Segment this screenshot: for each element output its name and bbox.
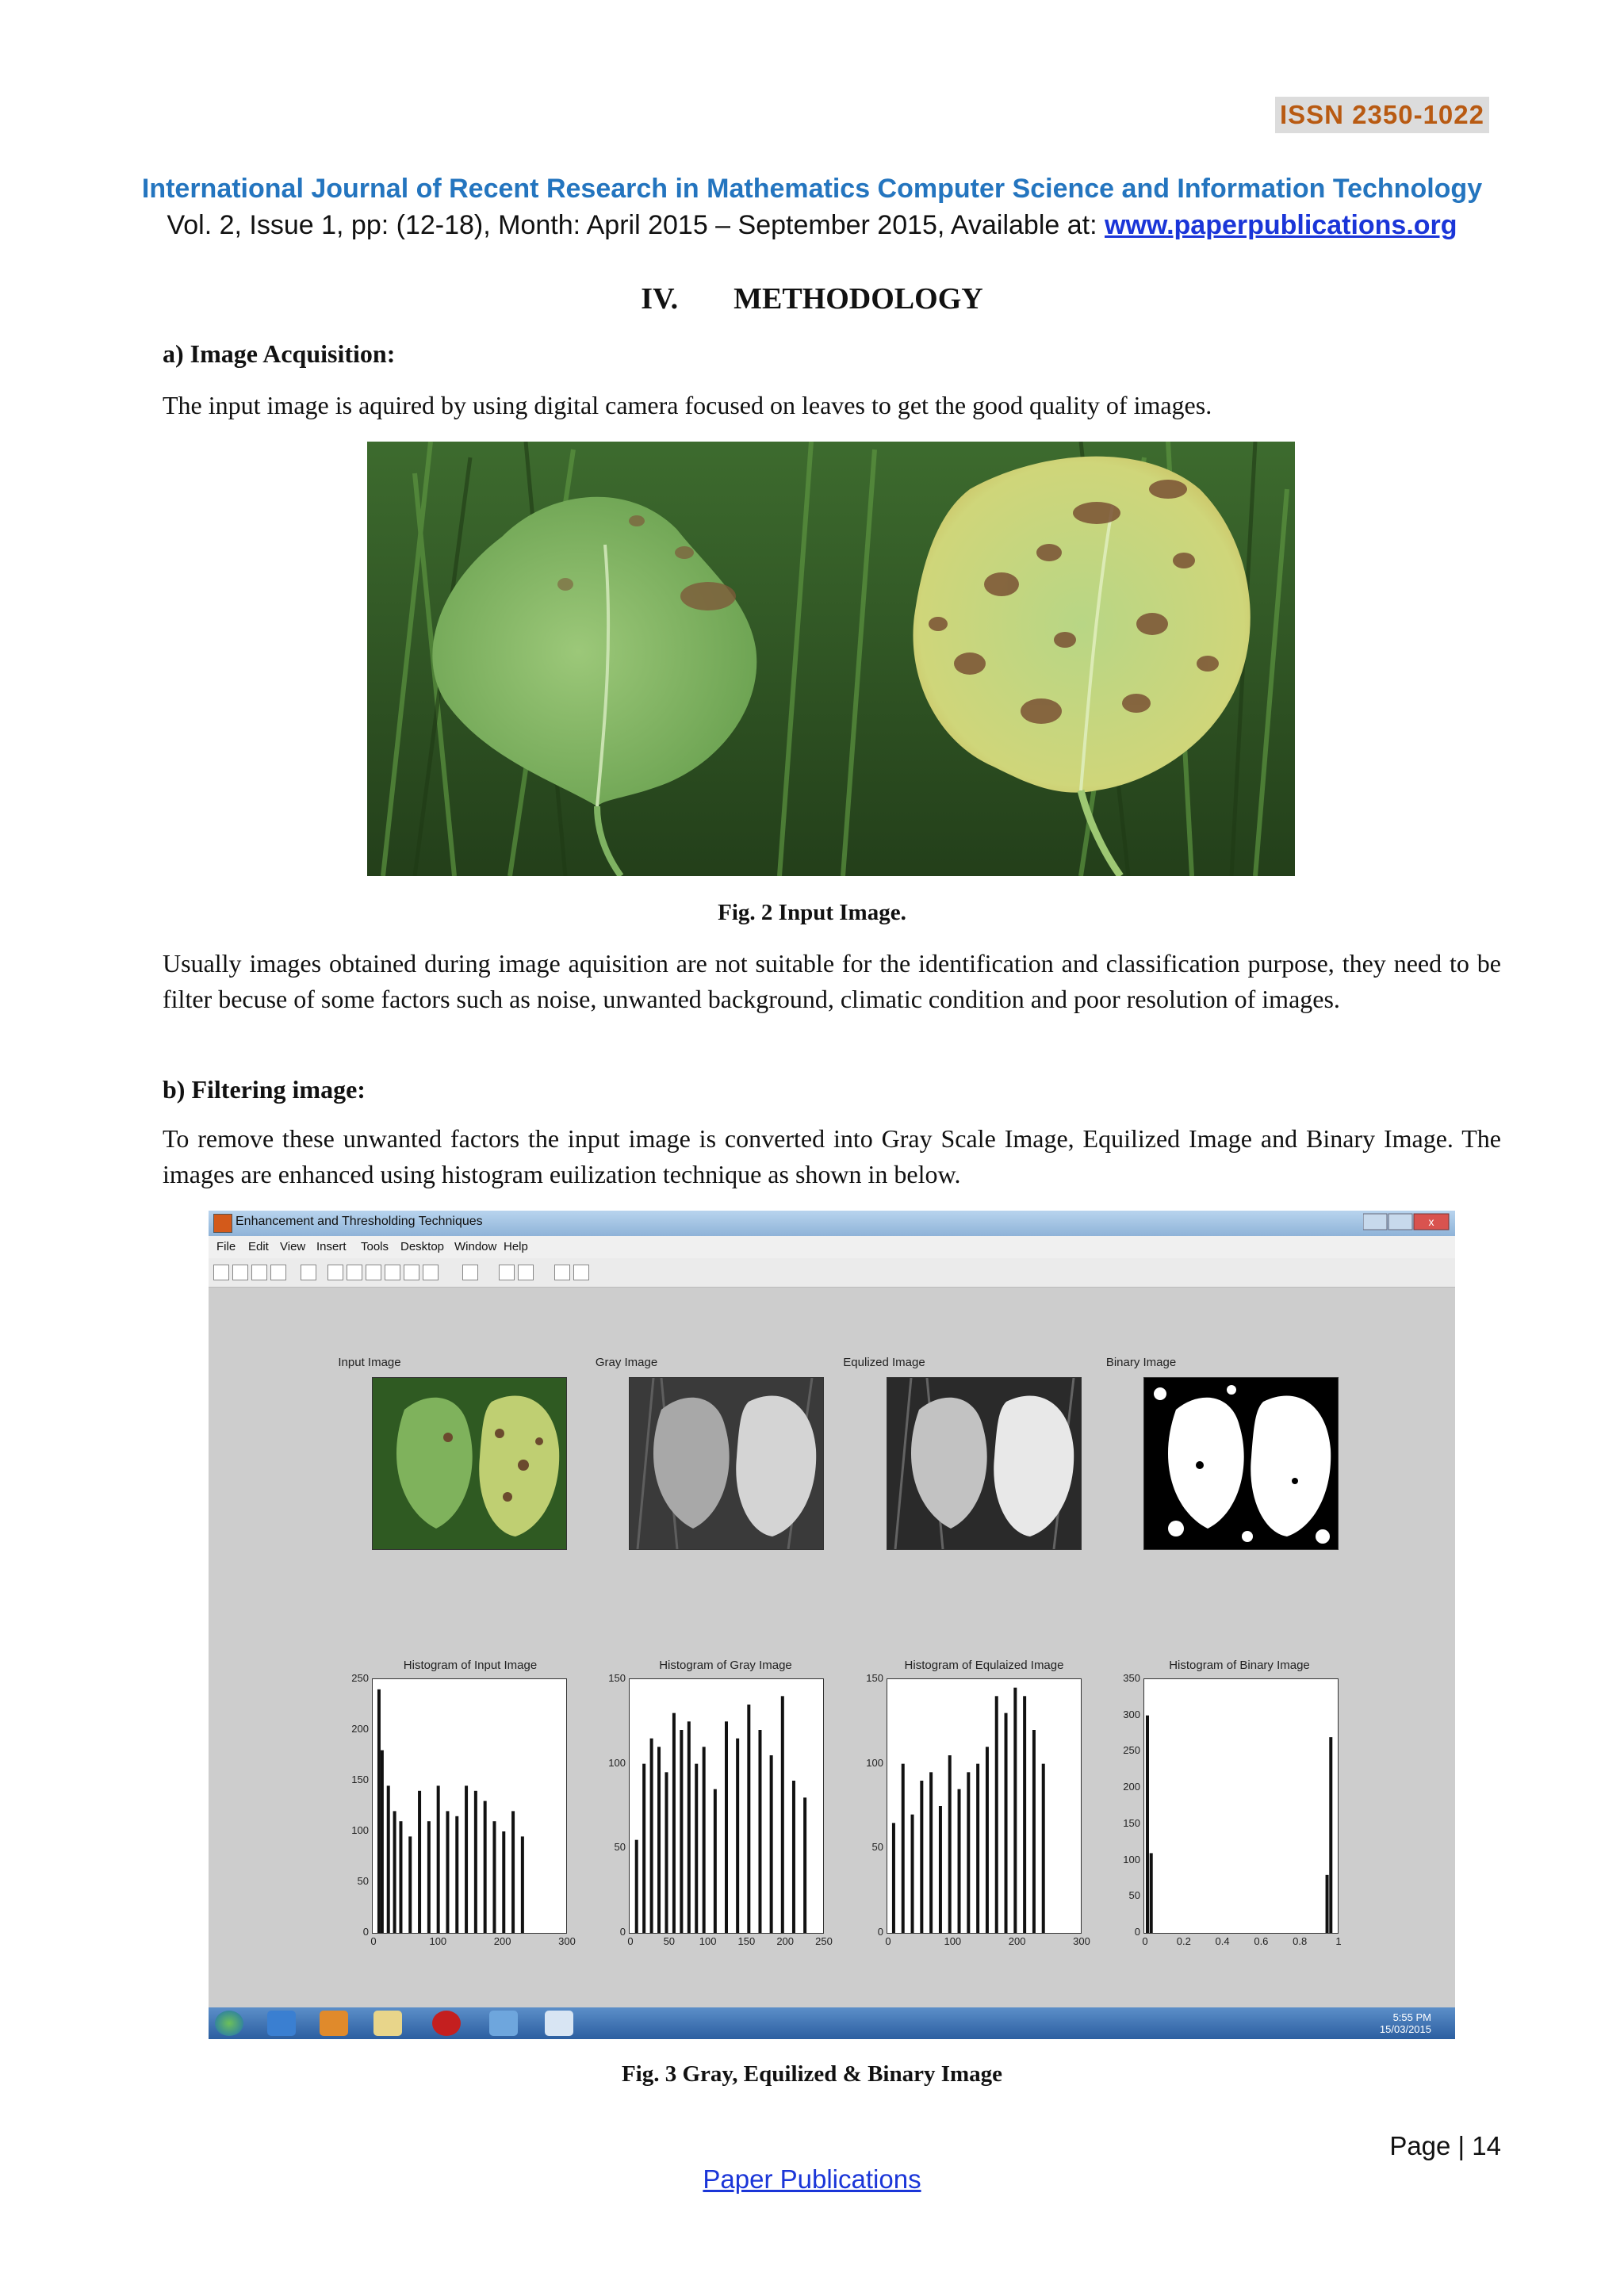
hist-bar xyxy=(427,1821,431,1933)
hist-bar xyxy=(902,1764,905,1933)
zoom-out-icon[interactable] xyxy=(347,1265,362,1280)
hist-bar xyxy=(1005,1713,1008,1933)
equalized-image-title: Equlized Image xyxy=(843,1356,925,1369)
data-cursor-icon[interactable] xyxy=(404,1265,419,1280)
y-tick-label: 200 xyxy=(1123,1781,1140,1793)
x-tick-label: 100 xyxy=(944,1935,962,1947)
menu-edit[interactable]: Edit xyxy=(248,1240,269,1253)
hist-bar xyxy=(408,1836,412,1933)
hist-bar xyxy=(1329,1737,1332,1933)
hist-bar xyxy=(387,1785,390,1933)
hist-bar xyxy=(747,1705,750,1933)
menu-tools[interactable]: Tools xyxy=(361,1240,389,1253)
hist-bar xyxy=(976,1764,979,1933)
open-icon[interactable] xyxy=(232,1265,248,1280)
x-tick-label: 0 xyxy=(885,1935,891,1947)
filtering-heading: b) Filtering image: xyxy=(163,1075,366,1104)
hist-bar xyxy=(892,1823,895,1933)
y-tick-label: 150 xyxy=(1123,1816,1140,1829)
hist-bar xyxy=(511,1811,515,1933)
colorbar-icon[interactable] xyxy=(499,1265,515,1280)
clock-date: 15/03/2015 xyxy=(1379,2023,1431,2035)
hist-bar xyxy=(1013,1688,1017,1933)
issn-badge: ISSN 2350-1022 xyxy=(1275,97,1489,133)
windows-taskbar xyxy=(209,2007,1455,2039)
hist-bar xyxy=(455,1816,458,1933)
hist-bar xyxy=(521,1836,524,1933)
hist-bar xyxy=(381,1751,384,1933)
hist-bar xyxy=(1326,1875,1329,1933)
hist-bar xyxy=(986,1747,989,1933)
gray-image-title: Gray Image xyxy=(595,1356,658,1369)
hist-bar xyxy=(792,1781,795,1933)
y-tick-label: 150 xyxy=(608,1672,626,1684)
y-tick-label: 250 xyxy=(1123,1744,1140,1757)
y-tick-label: 100 xyxy=(351,1824,369,1836)
hist-bar xyxy=(437,1785,440,1933)
x-tick-label: 0.2 xyxy=(1176,1935,1191,1947)
x-tick-label: 250 xyxy=(815,1935,833,1947)
menu-bar xyxy=(209,1236,1455,1258)
clock-time: 5:55 PM xyxy=(1392,2011,1431,2023)
menu-desktop[interactable]: Desktop xyxy=(400,1240,445,1253)
hist-input-title: Histogram of Input Image xyxy=(403,1659,538,1672)
matlab-figure-taskbar-icon[interactable] xyxy=(545,2011,573,2036)
brush-icon[interactable] xyxy=(423,1265,439,1280)
hist-bar xyxy=(758,1730,761,1933)
hist-bar xyxy=(1023,1696,1026,1933)
binary-image-title: Binary Image xyxy=(1105,1356,1177,1369)
pan-icon[interactable] xyxy=(366,1265,381,1280)
page-number: Page | 14 xyxy=(1389,2131,1501,2160)
hist-bar xyxy=(995,1696,998,1933)
y-tick-label: 150 xyxy=(866,1672,883,1684)
legend-icon[interactable] xyxy=(518,1265,534,1280)
paragraph-filtering-need: Usually images obtained during image aquisition are not suitable for the identification and classification purpose, they need to be filter becuse of some factors such as noise, unwanted background, climatic condition and poor resolution of images. xyxy=(163,949,1501,1013)
input-image-title: Input Image xyxy=(338,1356,401,1369)
image-acquisition-text: The input image is aquired by using digital camera focused on leaves to get the good quality of images. xyxy=(163,391,1212,419)
hist-bar xyxy=(736,1739,739,1933)
hist-bar xyxy=(502,1831,505,1933)
hist-gray-svg xyxy=(630,1679,823,1933)
hist-equalized-svg xyxy=(887,1679,1081,1933)
y-tick-label: 0 xyxy=(362,1926,369,1938)
hist-binary-title: Histogram of Binary Image xyxy=(1169,1659,1310,1672)
x-tick-label: 100 xyxy=(429,1935,447,1947)
hist-bar xyxy=(484,1801,487,1933)
y-tick-label: 200 xyxy=(351,1723,369,1735)
hist-bar xyxy=(958,1789,961,1933)
x-tick-label: 300 xyxy=(1073,1935,1090,1947)
publisher-footer-link[interactable]: Paper Publications xyxy=(703,2164,921,2194)
hist-binary-plot xyxy=(1143,1678,1339,1934)
hist-bar xyxy=(911,1815,914,1933)
hist-bar xyxy=(672,1713,676,1933)
hist-binary-svg xyxy=(1144,1679,1338,1933)
hist-bar xyxy=(939,1806,942,1933)
section-number: IV. xyxy=(641,282,679,316)
x-tick-label: 200 xyxy=(1008,1935,1026,1947)
matlab-app-icon xyxy=(213,1214,232,1233)
pointer-icon[interactable] xyxy=(301,1265,316,1280)
window-buttons[interactable] xyxy=(1363,1212,1450,1231)
hist-bar xyxy=(680,1730,683,1933)
y-tick-label: 0 xyxy=(1134,1926,1140,1938)
hist-bar xyxy=(465,1785,468,1933)
menu-file[interactable]: File xyxy=(216,1240,236,1253)
hist-input-svg xyxy=(373,1679,566,1933)
y-tick-label: 50 xyxy=(357,1875,369,1887)
zoom-in-icon[interactable] xyxy=(327,1265,343,1280)
hist-equalized-title: Histogram of Equlaized Image xyxy=(904,1659,1064,1672)
new-figure-icon[interactable] xyxy=(213,1265,229,1280)
input-image-photo xyxy=(367,442,1295,876)
x-tick-label: 0.4 xyxy=(1215,1935,1230,1947)
y-tick-label: 0 xyxy=(877,1926,883,1938)
y-tick-label: 150 xyxy=(351,1774,369,1785)
x-tick-label: 0 xyxy=(627,1935,634,1947)
hist-bar xyxy=(446,1811,449,1933)
hist-bar xyxy=(967,1772,970,1933)
section-title-text: METHODOLOGY xyxy=(733,282,983,316)
x-tick-label: 0 xyxy=(370,1935,377,1947)
file-explorer-icon[interactable] xyxy=(373,2011,402,2036)
hist-bar xyxy=(650,1739,653,1933)
x-tick-label: 150 xyxy=(737,1935,756,1947)
y-tick-label: 100 xyxy=(866,1756,883,1769)
window-title: Enhancement and Thresholding Techniques xyxy=(236,1215,483,1228)
y-tick-label: 0 xyxy=(619,1926,626,1938)
y-tick-label: 350 xyxy=(1123,1672,1140,1684)
hist-bar xyxy=(920,1781,923,1933)
hist-bar xyxy=(803,1797,806,1933)
menu-insert[interactable]: Insert xyxy=(316,1240,347,1253)
hist-bar xyxy=(642,1764,645,1933)
link-icon[interactable] xyxy=(462,1265,478,1280)
y-tick-label: 50 xyxy=(614,1841,626,1854)
input-image-panel xyxy=(372,1377,567,1550)
print-icon[interactable] xyxy=(270,1265,286,1280)
x-tick-label: 0.6 xyxy=(1254,1935,1269,1947)
media-player-icon[interactable] xyxy=(320,2011,348,2036)
save-icon[interactable] xyxy=(251,1265,267,1280)
filtering-text: To remove these unwanted factors the input image is converted into Gray Scale Image, Equilized Image and Binary Image. The images are enhanced using histogram euilization technique as shown in below. xyxy=(163,1124,1501,1188)
hist-bar xyxy=(929,1772,933,1933)
show-plot-tools-icon[interactable] xyxy=(573,1265,589,1280)
y-tick-label: 100 xyxy=(1123,1853,1140,1866)
y-tick-label: 300 xyxy=(1123,1708,1140,1720)
journal-website-link[interactable]: www.paperpublications.org xyxy=(1105,210,1457,240)
hist-bar xyxy=(688,1721,691,1933)
y-tick-label: 250 xyxy=(351,1672,369,1684)
hist-bar xyxy=(399,1821,402,1933)
fig2-caption: Fig. 2 Input Image. xyxy=(718,900,906,925)
x-tick-label: 200 xyxy=(493,1935,511,1947)
gray-image-panel xyxy=(629,1377,824,1550)
hist-bar xyxy=(770,1755,773,1933)
hist-bar xyxy=(665,1772,668,1933)
hist-bar xyxy=(695,1764,698,1933)
window-titlebar xyxy=(209,1211,1455,1236)
fig3-caption: Fig. 3 Gray, Equilized & Binary Image xyxy=(621,2061,1003,2087)
menu-window[interactable]: Window xyxy=(454,1240,497,1253)
toolbar xyxy=(209,1258,1455,1288)
svg-text:x: x xyxy=(1428,1215,1434,1228)
system-clock xyxy=(1380,2011,1431,2035)
journal-title: International Journal of Recent Research in Mathematics Computer Science and Information Technology xyxy=(141,174,1483,204)
hide-plot-tools-icon[interactable] xyxy=(554,1265,570,1280)
y-tick-label: 100 xyxy=(608,1756,626,1769)
x-tick-label: 100 xyxy=(699,1935,717,1947)
hist-bar xyxy=(1042,1764,1045,1933)
menu-view[interactable]: View xyxy=(280,1240,306,1253)
hist-bar xyxy=(1146,1716,1149,1933)
volume-text: Vol. 2, Issue 1, pp: (12-18), Month: April 2015 – September 2015, Available at: xyxy=(167,210,1105,240)
x-tick-label: 1 xyxy=(1335,1935,1342,1947)
hist-bar xyxy=(1032,1730,1036,1933)
hist-bar xyxy=(635,1840,638,1933)
x-tick-label: 0.8 xyxy=(1293,1935,1308,1947)
section-title xyxy=(0,281,1624,316)
hist-bar xyxy=(377,1689,381,1933)
opera-icon[interactable] xyxy=(432,2011,461,2036)
binary-image-panel xyxy=(1143,1377,1339,1550)
hist-bar xyxy=(1150,1853,1153,1933)
y-tick-label: 50 xyxy=(871,1841,883,1854)
x-tick-label: 0 xyxy=(1142,1935,1148,1947)
x-tick-label: 200 xyxy=(776,1935,795,1947)
x-tick-label: 50 xyxy=(663,1935,676,1947)
hist-gray-plot xyxy=(629,1678,824,1934)
x-tick-label: 300 xyxy=(558,1935,576,1947)
matlab-taskbar-icon[interactable] xyxy=(489,2011,518,2036)
menu-help[interactable]: Help xyxy=(504,1240,528,1253)
internet-explorer-icon[interactable] xyxy=(267,2011,296,2036)
hist-bar xyxy=(948,1755,952,1933)
hist-bar xyxy=(418,1791,421,1933)
hist-equalized-plot xyxy=(887,1678,1082,1934)
matlab-screenshot xyxy=(209,1211,1455,2039)
equalized-image-panel xyxy=(887,1377,1082,1550)
hist-bar xyxy=(474,1791,477,1933)
rotate-icon[interactable] xyxy=(385,1265,400,1280)
volume-info xyxy=(0,210,1624,241)
hist-bar xyxy=(725,1721,728,1933)
y-tick-label: 50 xyxy=(1128,1889,1140,1902)
hist-input-plot xyxy=(372,1678,567,1934)
hist-bar xyxy=(703,1747,706,1933)
hist-bar xyxy=(393,1811,396,1933)
image-acquisition-heading: a) Image Acquisition: xyxy=(163,339,396,368)
start-button-icon[interactable] xyxy=(215,2011,243,2036)
hist-bar xyxy=(781,1696,784,1933)
hist-bar xyxy=(657,1747,661,1933)
hist-gray-title: Histogram of Gray Image xyxy=(659,1659,792,1672)
hist-bar xyxy=(714,1789,717,1933)
hist-bar xyxy=(492,1821,496,1933)
